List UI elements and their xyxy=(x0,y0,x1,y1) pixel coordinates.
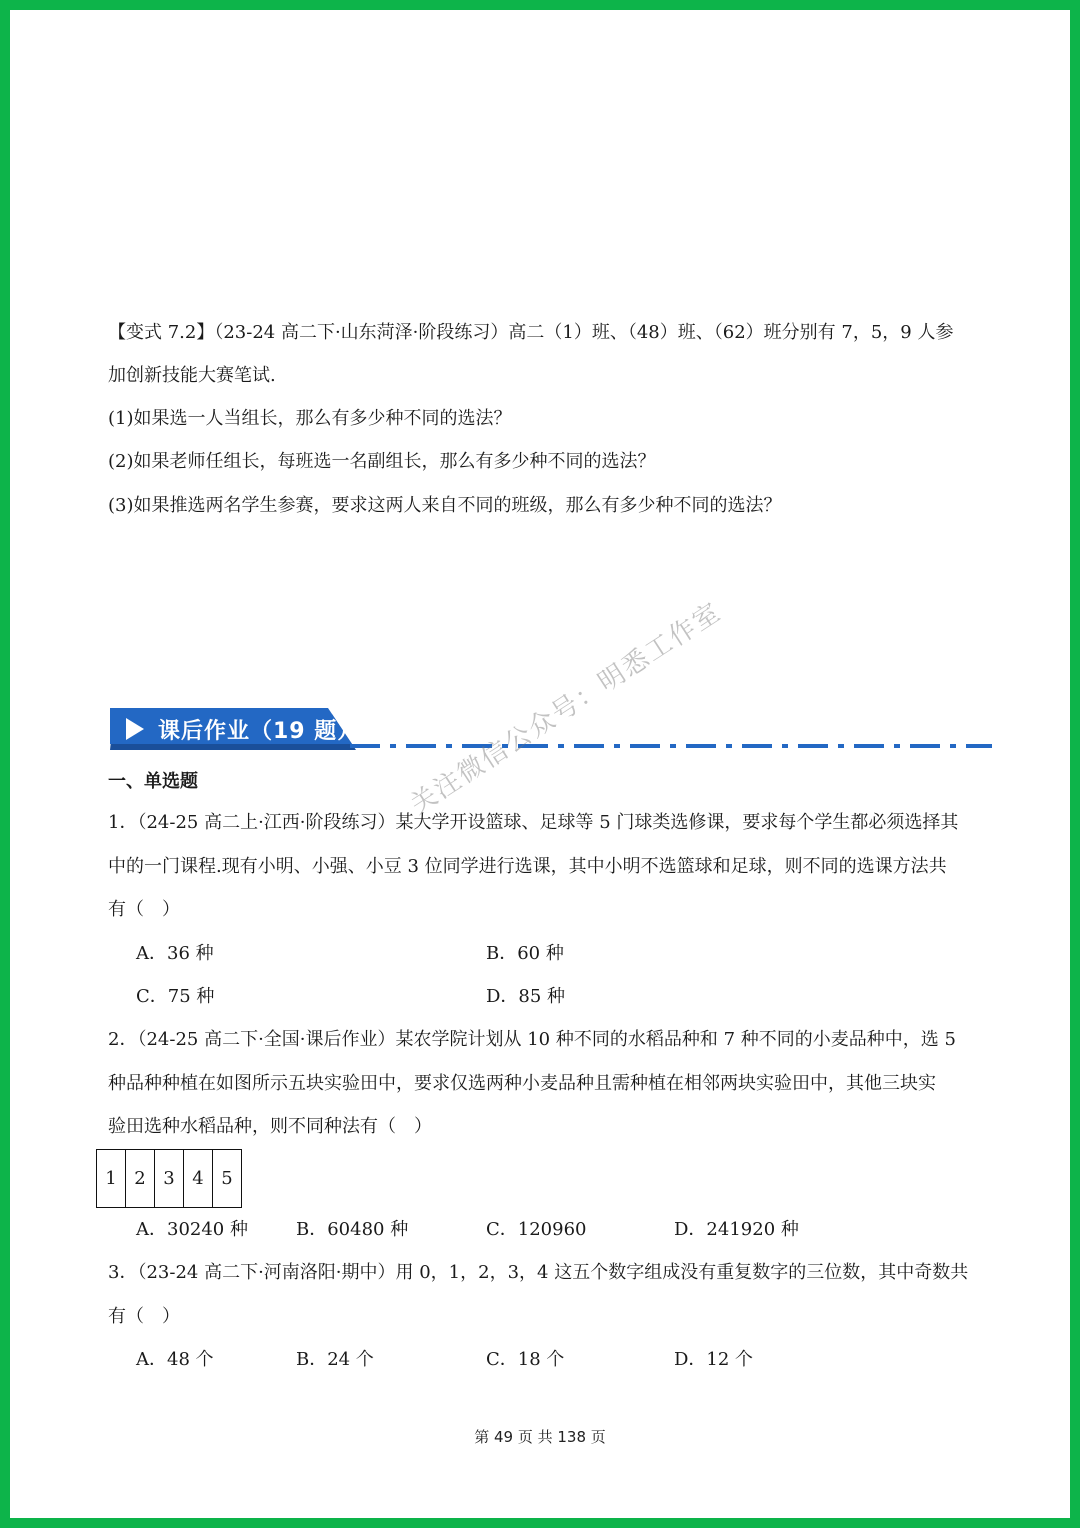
variant-question-3: (3)如果推选两名学生参赛，要求这两人来自不同的班级，那么有多少种不同的选法？ xyxy=(108,495,782,516)
play-icon xyxy=(126,718,144,740)
field-cell: 4 xyxy=(184,1150,213,1208)
problem-2-line-1: 2．（24-25 高二下·全国·课后作业）某农学院计划从 10 种不同的水稻品种和 7 种不同的小麦品种中，选 5 xyxy=(108,1029,956,1050)
problem-3-line-2: 有（ ） xyxy=(108,1306,180,1327)
problem-1-option-d: D．85 种 xyxy=(486,986,566,1007)
problem-3-option-b: B．24 个 xyxy=(296,1349,374,1370)
dash-dot-divider xyxy=(350,744,992,748)
problem-1-option-c: C．75 种 xyxy=(136,986,215,1007)
problem-2-option-c: C．120960 xyxy=(486,1219,587,1240)
problem-1-line-1: 1．（24-25 高二上·江西·阶段练习）某大学开设篮球、足球等 5 门球类选修课，要求每个学生都必须选择其 xyxy=(108,812,959,833)
problem-3-option-d: D．12 个 xyxy=(674,1349,754,1370)
field-cell: 5 xyxy=(213,1150,242,1208)
banner-title: 课后作业（19 题） xyxy=(158,719,361,744)
field-cell: 1 xyxy=(97,1150,126,1208)
problem-2-line-2: 种品种种植在如图所示五块实验田中，要求仅选两种小麦品种且需种植在相邻两块实验田中，其他三块实 xyxy=(108,1073,936,1094)
variant-line-1: 【变式 7.2】（23-24 高二下·山东菏泽·阶段练习）高二（1）班、（48）班、（62）班分别有 7，5，9 人参 xyxy=(108,322,954,343)
problem-3-option-c: C．18 个 xyxy=(486,1349,565,1370)
problem-2-option-b: B．60480 种 xyxy=(296,1219,409,1240)
variant-line-2: 加创新技能大赛笔试. xyxy=(108,365,276,386)
field-cell: 3 xyxy=(155,1150,184,1208)
problem-1-line-3: 有（ ） xyxy=(108,899,180,920)
field-grid-table xyxy=(96,1149,242,1208)
problem-3-line-1: 3．（23-24 高二下·河南洛阳·期中）用 0，1，2，3，4 这五个数字组成没有重复数字的三位数，其中奇数共 xyxy=(108,1262,969,1283)
field-cell: 2 xyxy=(126,1150,155,1208)
homework-banner xyxy=(110,708,360,752)
variant-question-2: (2)如果老师任组长，每班选一名副组长，那么有多少种不同的选法？ xyxy=(108,451,656,472)
problem-1-option-a: A．36 种 xyxy=(136,943,214,964)
variant-question-1: (1)如果选一人当组长，那么有多少种不同的选法？ xyxy=(108,408,512,429)
problem-2-option-d: D．241920 种 xyxy=(674,1219,799,1240)
problem-2-option-a: A．30240 种 xyxy=(136,1219,248,1240)
problem-1-option-b: B．60 种 xyxy=(486,943,564,964)
section-heading: 一、单选题 xyxy=(108,771,198,792)
problem-3-option-a: A．48 个 xyxy=(136,1349,214,1370)
problem-1-line-2: 中的一门课程.现有小明、小强、小豆 3 位同学进行选课，其中小明不选篮球和足球，则不同的选课方法共 xyxy=(108,856,947,877)
problem-2-line-3: 验田选种水稻品种，则不同种法有（ ） xyxy=(108,1116,432,1137)
watermark: 关注微信公众号：明悉工作室 xyxy=(405,596,727,821)
page-footer: 第 49 页 共 138 页 xyxy=(474,1428,606,1446)
